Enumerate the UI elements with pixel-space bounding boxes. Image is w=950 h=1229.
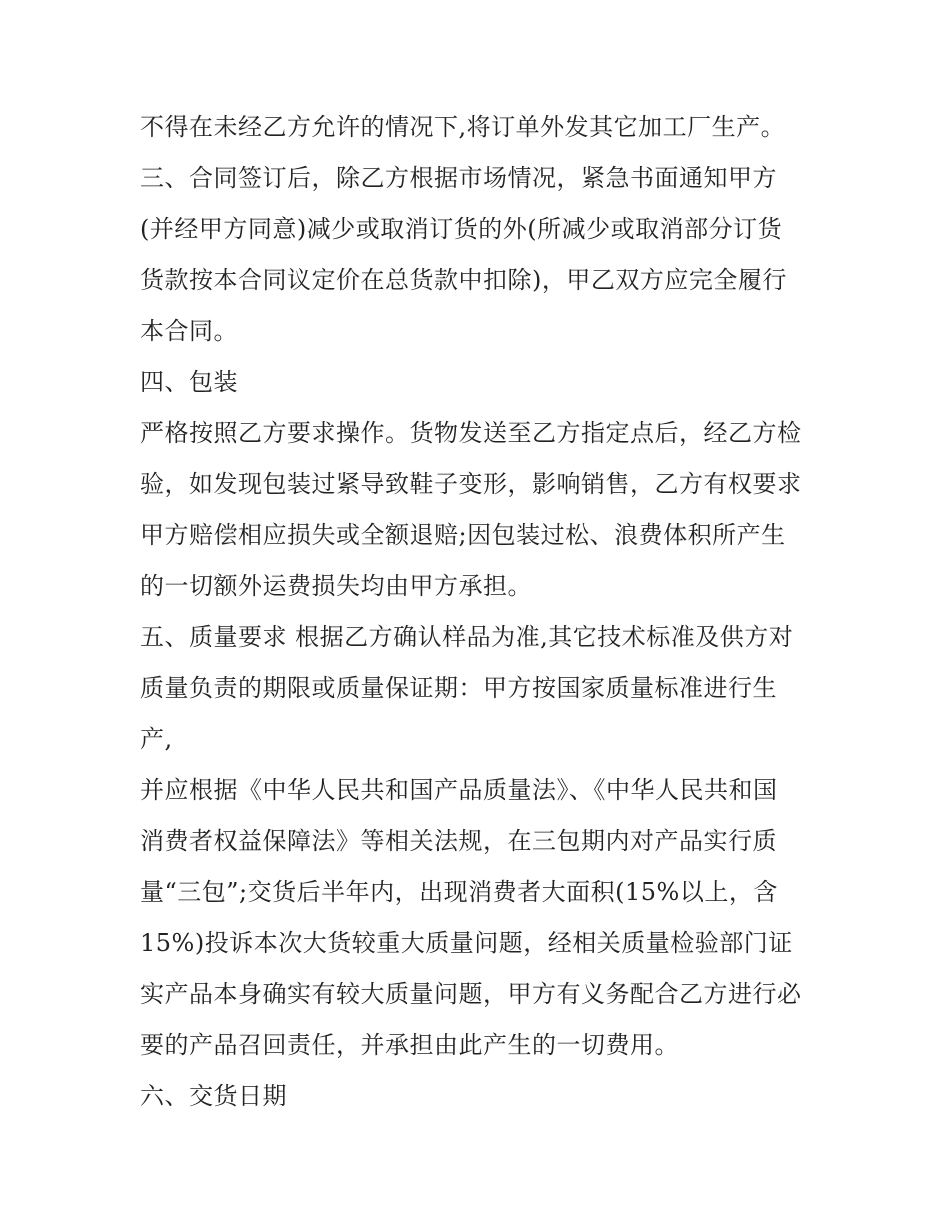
text-line: 货款按本合同议定价在总货款中扣除)，甲乙双方应完全履行 xyxy=(140,266,787,294)
document-body xyxy=(140,102,820,1122)
text-line: 质量负责的期限或质量保证期：甲方按国家质量标准进行生 xyxy=(140,674,777,702)
text-line: (并经甲方同意)减少或取消订货的外(所减少或取消部分订货 xyxy=(140,215,783,243)
text-line: 的一切额外运费损失均由甲方承担。 xyxy=(140,572,532,600)
text-line: 五、质量要求 根据乙方确认样品为准,其它技术标准及供方对 xyxy=(140,623,794,651)
text-line: 15%)投诉本次大货较重大质量问题，经相关质量检验部门证 xyxy=(140,929,793,957)
text-line: 要的产品召回责任，并承担由此产生的一切费用。 xyxy=(140,1031,679,1059)
text-line: 不得在未经乙方允许的情况下,将订单外发其它加工厂生产。 xyxy=(140,113,786,141)
text-line: 实产品本身确实有较大质量问题，甲方有义务配合乙方进行必 xyxy=(140,980,802,1008)
text-line: 量“三包”;交货后半年内，出现消费者大面积(15%以上，含 xyxy=(140,878,778,906)
text-line: 并应根据《中华人民共和国产品质量法》、《中华人民共和国 xyxy=(140,776,778,804)
text-line: 验，如发现包装过紧导致鞋子变形，影响销售，乙方有权要求 xyxy=(140,470,802,498)
text-line: 甲方赔偿相应损失或全额退赔;因包装过松、浪费体积所产生 xyxy=(140,521,786,549)
text-line: 产, xyxy=(140,725,173,753)
text-line: 本合同。 xyxy=(140,317,238,345)
text-line: 三、合同签订后，除乙方根据市场情况，紧急书面通知甲方 xyxy=(140,164,777,192)
section-heading: 四、包装 xyxy=(140,368,238,396)
text-line: 严格按照乙方要求操作。货物发送至乙方指定点后，经乙方检 xyxy=(140,419,802,447)
text-line: 消费者权益保障法》等相关法规，在三包期内对产品实行质 xyxy=(140,827,777,855)
section-heading: 六、交货日期 xyxy=(140,1082,287,1110)
